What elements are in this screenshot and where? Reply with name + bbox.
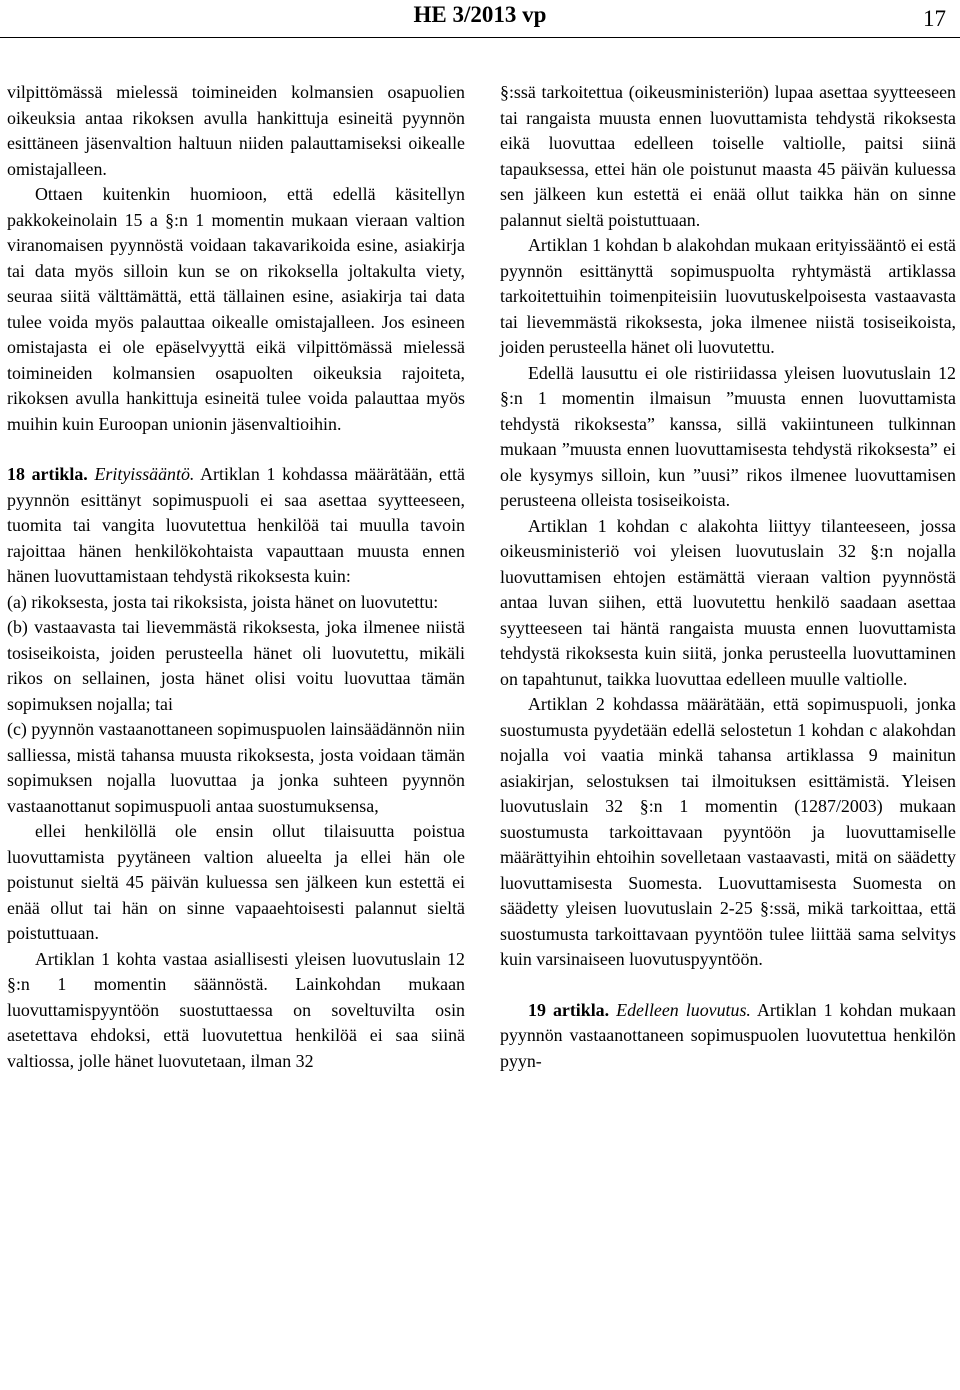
article-text: Artiklan 1 kohdassa määrätään, että pyynnön esittänyt sopimuspuoli ei saa asettaa syytteeseen, tuomita tai vangita luovutettua henkilöä tai muulla tavoin rajoittaa hänen henkilökohtaista vapauttaan muusta ennen hänen luovuttamistaan tehdystä rikoksesta kuin: xyxy=(7,464,465,586)
paragraph: §:ssä tarkoitettua (oikeusministeriön) lupaa asettaa syytteeseen tai rangaista muusta ennen luovuttamista tehdystä rikoksesta eikä luovuttaa edelleen toiselle valtiolle, paitsi siinä tapauksessa, ettei hän ole poistunut maasta 45 päivän kuluessa sen jälkeen kun estettä ei enää ollut taikka hän on sinne palannut sieltä poistuttuaan. xyxy=(500,82,956,230)
paragraph: Artiklan 1 kohdan b alakohdan mukaan erityissääntö ei estä pyynnön esittänyttä sopimuspuolta ryhtymästä artiklassa tarkoitettuihin toimenpiteisiin luovutuskelpoisesta vastaavasta tai lievemmästä rikoksesta, joka ilmenee niistä tosiseikoista, joiden perusteella hänet oli luovutettu. xyxy=(500,235,956,357)
article-text: Artiklan 1 kohdan mukaan pyynnön vastaanottaneen sopimuspuolen luovutettua henkilön pyyn- xyxy=(500,999,956,1071)
article-subtitle: Edelleen luovutus. xyxy=(616,999,751,1020)
right-column xyxy=(500,80,956,1074)
document-id: HE 3/2013 vp xyxy=(413,2,547,27)
article-subtitle: Erityissääntö. xyxy=(94,464,195,484)
paragraph: Artiklan 2 kohdassa määrätään, että sopimuspuoli, jonka suostumusta pyydetään edellä selostetun 1 kohdan c alakohdan nojalla voi vaatia minkä tahansa artiklassa 9 mainitun asiakirjan, selostuksen tai ilmoituksen esittämistä. Yleisen luovutuslain 32 §:n 1 momentin (1287/2003) mukaan suostumusta tarkoittavaan pyyntöön ja luovuttamiselle määrättyihin ehtoihin sovelletaan vastaavasti, mitä on säädetty luovuttamisesta Suomesta. Luovuttamisesta Suomesta on säädetty yleisen luovutuslain 2-25 §:ssä, mikä tarkoittaa, että suostumusta tarkoittavaan pyyntöön tulee liittää sama selvitys kuin varsinaiseen luovutuspyyntöön. xyxy=(500,694,956,969)
paragraph: Ottaen kuitenkin huomioon, että edellä käsitellyn pakkokeinolain 15 a §:n 1 momentin mukaan vieraan valtion viranomaisen pyynnöstä voidaan takavarikoida esine, asiakirja tai data myös silloin kun se on rikoksella joltakulta viety, seuraa siitä välttämättä, että tällainen esine, asiakirja tai data tulee voida myös palauttaa oikealle omistajalleen. Jos esineen omistajasta ei ole epäselvyyttä eikä vilpittömässä mielessä toimineiden kolmansien osapuolten oikeuksia rajoiteta, rikoksen avulla hankittuja esineitä tulee voida palauttaa myös muihin kuin Euroopan unionin jäsenvaltioihin. xyxy=(7,184,465,434)
list-item: (a) rikoksesta, josta tai rikoksista, joista hänet on luovutettu: xyxy=(7,591,439,612)
left-column xyxy=(7,80,465,1074)
article-18-paragraph xyxy=(7,462,465,590)
page-number: 17 xyxy=(923,6,946,31)
paragraph: ellei henkilöllä ole ensin ollut tilaisuutta poistua luovuttamista pyytäneen valtion alueelta ja ellei hän ole poistunut sieltä 45 päivän kuluessa sen jälkeen kun estettä ei enää ollut tai hän on sinne vapaaehtoisesti palannut sieltä poistuttuaan. xyxy=(7,821,465,943)
spacer xyxy=(500,973,956,998)
paragraph: Artiklan 1 kohta vastaa asiallisesti yleisen luovutuslain 12 §:n 1 momentin säännöstä. Lainkohdan mukaan luovuttamispyyntöön suostuttaessa on soveltuvilta osin asetettava ehdoksi, että luovutettua henkilöä ei saa siinä valtiossa, jolle hänet luovutetaan, ilman 32 xyxy=(7,948,465,1071)
article-19-paragraph xyxy=(500,998,956,1075)
paragraph: Artiklan 1 kohdan c alakohta liittyy tilanteeseen, jossa oikeusministeriö voi yleisen luovutuslain 32 §:n nojalla luovuttamisen ehtojen estämättä vieraan valtion pyynnöstä antaa luvan siihen, että luovutettu henkilö saadaan asettaa syytteeseen tai häntä rangaista muusta ennen luovuttamista tehdystä rikoksesta kuin siitä, jonka perusteella luovuttaminen on tapahtunut, taikka luovuttaa edelleen muulle valtiolle. xyxy=(500,515,956,689)
article-heading: 19 artikla. xyxy=(528,999,610,1020)
article-heading: 18 artikla. xyxy=(7,464,88,484)
spacer xyxy=(7,437,465,462)
header-divider xyxy=(0,37,960,38)
list-item: (c) pyynnön vastaanottaneen sopimuspuolen lainsäädännön niin salliessa, mistä tahansa muusta rikoksesta, josta voidaan tämän sopimuksen nojalla luovuttaa ja jonka suhteen pyynnön vastaanottanut sopimuspuoli antaa suostumuksensa, xyxy=(7,719,465,816)
paragraph: Edellä lausuttu ei ole ristiriidassa yleisen luovutuslain 12 §:n 1 momentin ilmaisun ”muusta ennen luovuttamista tehdystä rikoksesta” kanssa, sillä vakiintuneen tulkinnan mukaan ”muusta ennen luovuttamisesta tehdystä rikoksesta” ei ole kysymys silloin, kun ”uusi” rikos ilmenee luovuttamisen perusteena olleista tosiseikoista. xyxy=(500,362,956,510)
page-header xyxy=(0,0,960,36)
list-item: (b) vastaavasta tai lievemmästä rikoksesta, joka ilmenee niistä tosiseikoista, joiden perusteella hänet oli luovutettu, mikäli rikos on sellainen, josta hänet olisi voitu luovuttaa tämän sopimuksen nojalla; tai xyxy=(7,617,465,714)
paragraph: vilpittömässä mielessä toimineiden kolmansien osapuolien oikeuksia antaa rikoksen avulla hankittuja esineitä pyynnön esittäneen jäsenvaltion haltuun niiden palauttamiseksi oikealle omistajalleen. xyxy=(7,82,465,179)
